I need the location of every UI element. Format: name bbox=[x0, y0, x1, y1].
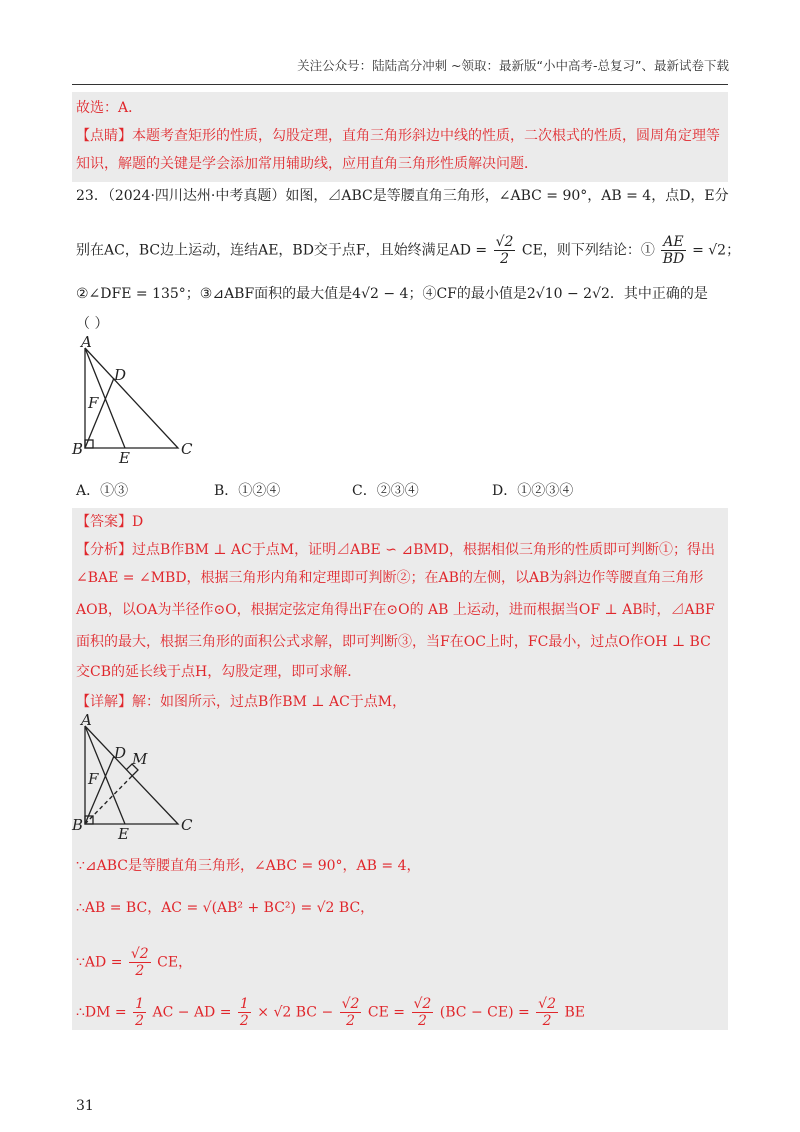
label-d: D bbox=[114, 366, 127, 384]
answer-tag: 【答案】 bbox=[76, 514, 132, 530]
option-a[interactable]: A．①③ bbox=[76, 483, 129, 499]
question-text-2c: = √2； bbox=[692, 242, 741, 259]
header-divider bbox=[72, 84, 728, 85]
label-c-2: C bbox=[181, 816, 193, 834]
answer-line bbox=[76, 512, 143, 532]
analysis-line4: 面积的最大，根据三角形的面积公式求解，即可判断③，当F在OC上时，FC最小，过点O作OH ⊥ BC bbox=[76, 634, 711, 650]
label-b: B bbox=[72, 440, 84, 458]
option-c[interactable]: C．②③④ bbox=[352, 483, 419, 499]
option-b[interactable]: B．①②④ bbox=[214, 483, 281, 499]
label-a: A bbox=[81, 336, 92, 351]
fraction-sqrt2-over-2-a: $\frac{√2}{2}$ bbox=[341, 996, 360, 1029]
fraction-sqrt2-over-2: $\frac{√2}{2}$ bbox=[495, 234, 514, 267]
triangle-abc-outline-2 bbox=[85, 726, 178, 824]
option-d[interactable]: D．①②③④ bbox=[492, 483, 574, 499]
step-4b: AC − AD = bbox=[152, 1004, 232, 1021]
detail-tag: 【详解】 bbox=[76, 694, 132, 710]
question-line3: ②∠DFE = 135°；③⊿ABF面积的最大值是4√2 − 4；④CF的最小值是2√10 − 2√2．其中正确的是 bbox=[76, 286, 708, 302]
triangle-figure-1 bbox=[70, 336, 200, 466]
fraction-half-2: $\frac{1}{2}$ bbox=[239, 996, 249, 1029]
triangle-abc-outline bbox=[85, 348, 178, 448]
step-3a: ∵AD = bbox=[76, 954, 123, 971]
label-e-2: E bbox=[118, 825, 129, 842]
question-paren: （ ） bbox=[76, 316, 109, 332]
label-e: E bbox=[119, 449, 130, 466]
prev-point-line2: 知识，解题的关键是学会添加常用辅助线，应用直角三角形性质解决问题． bbox=[76, 156, 538, 172]
step-4 bbox=[76, 996, 585, 1029]
segment-bd bbox=[85, 378, 114, 448]
prev-point-line1 bbox=[76, 126, 720, 146]
label-f: F bbox=[88, 394, 99, 412]
step-1: ∵⊿ABC是等腰直角三角形，∠ABC = 90°，AB = 4， bbox=[76, 858, 421, 874]
step-4e: (BC − CE) = bbox=[439, 1004, 530, 1021]
question-line1 bbox=[76, 186, 729, 206]
analysis-line2: ∠BAE = ∠MBD，根据三角形内角和定理即可判断②；在AB的左侧，以AB为斜边作等腰直角三角形 bbox=[76, 570, 704, 586]
fraction-half-1: $\frac{1}{2}$ bbox=[135, 996, 145, 1029]
question-source: （2024·四川达州·中考真题） bbox=[107, 188, 286, 204]
prev-choice: 故选：A． bbox=[76, 100, 143, 116]
step-2: ∴AB = BC，AC = √(AB² + BC²) = √2 BC， bbox=[76, 900, 375, 916]
step-3b: CE， bbox=[157, 954, 193, 971]
step-4f: BE bbox=[564, 1004, 585, 1021]
analysis-line1 bbox=[76, 540, 715, 560]
label-c: C bbox=[181, 440, 193, 458]
analysis-text-1: 过点B作BM ⊥ AC于点M，证明⊿ABE ∽ ⊿BMD，根据相似三角形的性质即可判断①；得出 bbox=[132, 542, 715, 558]
question-text-2a: 别在AC，BC边上运动，连结AE，BD交于点F，且始终满足AD = bbox=[76, 242, 488, 259]
fraction-sqrt2-over-2-s3: $\frac{√2}{2}$ bbox=[130, 946, 149, 979]
detail-text-1: 解：如图所示，过点B作BM ⊥ AC于点M， bbox=[132, 694, 407, 710]
question-text-1: 如图，⊿ABC是等腰直角三角形，∠ABC = 90°，AB = 4，点D，E分 bbox=[285, 188, 729, 204]
analysis-line3: AOB，以OA为半径作⊙O，根据定弦定角得出F在⊙O的 AB 上运动，进而根据当OF ⊥ AB时，⊿ABF bbox=[76, 602, 715, 618]
label-b-2: B bbox=[72, 816, 84, 834]
detail-line1 bbox=[76, 692, 406, 712]
segment-bd-2 bbox=[85, 756, 114, 824]
point-text-1: 本题考查矩形的性质，勾股定理，直角三角形斜边中线的性质，二次根式的性质，圆周角定理等 bbox=[132, 128, 720, 144]
fraction-sqrt2-over-2-c: $\frac{√2}{2}$ bbox=[538, 996, 556, 1029]
step-4a: ∴DM = bbox=[76, 1004, 127, 1021]
step-3 bbox=[76, 946, 192, 979]
label-d-2: D bbox=[114, 744, 127, 762]
fraction-sqrt2-over-2-b: $\frac{√2}{2}$ bbox=[413, 996, 432, 1029]
page-number: 31 bbox=[76, 1098, 94, 1114]
label-m-2: M bbox=[132, 750, 148, 768]
question-line2 bbox=[76, 234, 740, 267]
question-number: 23． bbox=[76, 188, 108, 204]
analysis-tag: 【分析】 bbox=[76, 542, 132, 558]
fraction-ae-over-bd: $\frac{AE}{BD}$ bbox=[662, 234, 685, 267]
label-a-2: A bbox=[81, 712, 92, 729]
analysis-line5: 交CB的延长线于点H，勾股定理，即可求解． bbox=[76, 664, 362, 680]
step-4d: CE = bbox=[367, 1004, 406, 1021]
point-tag: 【点睛】 bbox=[76, 128, 132, 144]
answer-value: D bbox=[132, 514, 144, 530]
step-4c: × √2 BC − bbox=[257, 1004, 334, 1021]
page-header: 关注公众号：陆陆高分冲刺 ~领取：最新版“小中高考-总复习”、最新试卷下载 bbox=[297, 58, 729, 73]
question-text-2b: CE，则下列结论：① bbox=[521, 242, 655, 259]
triangle-figure-2 bbox=[70, 712, 200, 842]
label-f-2: F bbox=[88, 770, 99, 788]
